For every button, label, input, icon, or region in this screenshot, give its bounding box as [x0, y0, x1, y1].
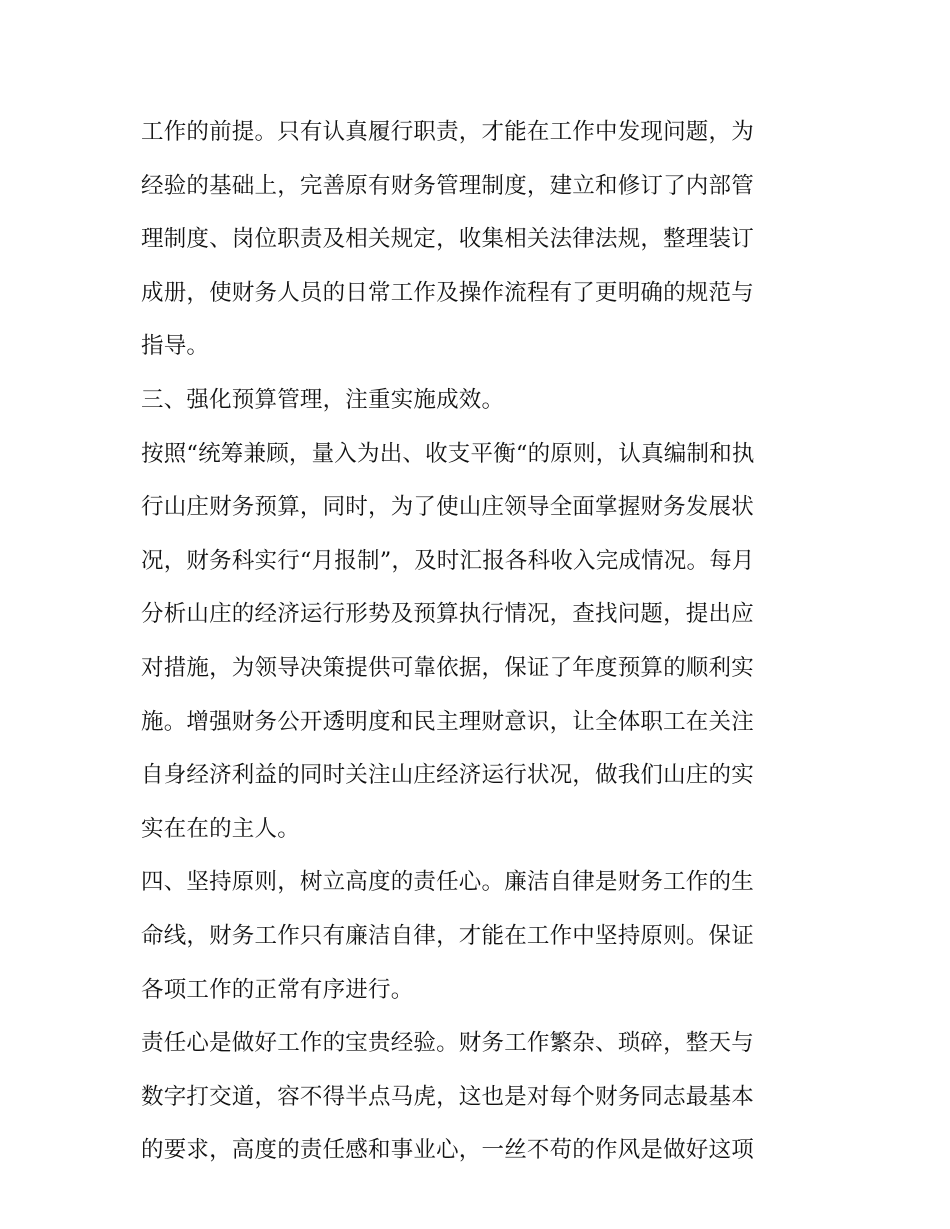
text-line: 对措施，为领导决策提供可靠依据，保证了年度预算的顺利实	[141, 654, 754, 681]
text-line: 指导。	[141, 333, 210, 360]
text-line: 责任心是做好工作的宝贵经验。财务工作繁杂、琐碎，整天与	[141, 1030, 754, 1057]
text-line: 按照“统筹兼顾，量入为出、收支平衡“的原则，认真编制和执	[141, 440, 755, 467]
text-line: 况，财务科实行“月报制”，及时汇报各科收入完成情况。每月	[141, 547, 755, 574]
text-line: 理制度、岗位职责及相关规定，收集相关法律法规，整理装订	[141, 226, 754, 253]
text-line: 各项工作的正常有序进行。	[141, 976, 414, 1003]
text-line: 分析山庄的经济运行形势及预算执行情况，查找问题，提出应	[141, 601, 754, 628]
text-line: 自身经济利益的同时关注山庄经济运行状况，做我们山庄的实	[141, 762, 754, 789]
text-line: 行山庄财务预算，同时，为了使山庄领导全面掌握财务发展状	[141, 494, 754, 521]
text-line: 经验的基础上，完善原有财务管理制度，建立和修订了内部管	[141, 172, 754, 199]
section-heading: 四、坚持原则，树立高度的责任心。廉洁自律是财务工作的生	[141, 869, 754, 896]
text-line: 成册，使财务人员的日常工作及操作流程有了更明确的规范与	[141, 279, 754, 306]
text-line: 数字打交道，容不得半点马虎，这也是对每个财务同志最基本	[141, 1083, 754, 1110]
text-line: 工作的前提。只有认真履行职责，才能在工作中发现问题，为	[141, 119, 754, 145]
section-heading: 三、强化预算管理，注重实施成效。	[141, 386, 505, 413]
text-line: 施。增强财务公开透明度和民主理财意识，让全体职工在关注	[141, 708, 754, 735]
text-line: 的要求，高度的责任感和事业心，一丝不苟的作风是做好这项	[141, 1137, 754, 1164]
text-line: 命线，财务工作只有廉洁自律，才能在工作中坚持原则。保证	[141, 922, 754, 949]
text-line: 实在在的主人。	[141, 815, 300, 842]
body-text	[141, 108, 813, 1180]
